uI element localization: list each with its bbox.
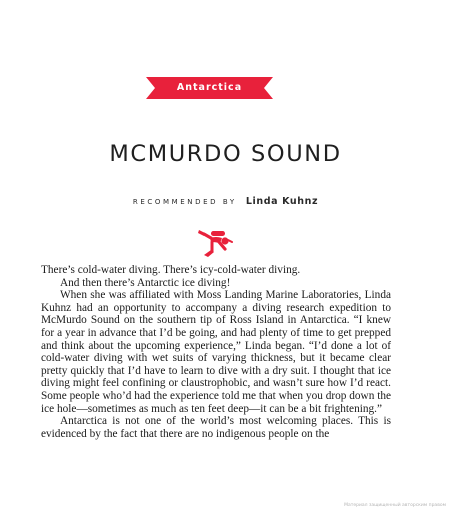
article-body bbox=[41, 264, 391, 440]
paragraph: When she was affiliated with Moss Landing Marine Laboratories, Linda Kuhnz had an opportunity to accompany a diving research expedition to McMurdo Sound on the southern tip of Ross Island in Antarctica. “I knew for a year in advance that I’d be going, and had plenty of time to get prepped and think about the upcoming experience,” Linda began. “I’d done a lot of cold-water diving with wet suits of varying thickness, but it became clear pretty quickly that I’d have to learn to dive with a dry suit. I thought that ice diving might feel confining or claustrophobic, and wasn’t sure how I’d react. Some people who’d had the experience told me that when you drop down the ice hole—sometimes as much as ten feet deep—it can be a bit frightening.” bbox=[41, 289, 391, 415]
scuba-diver-icon bbox=[196, 226, 240, 258]
copyright-watermark: Материал защищенный авторским правом bbox=[344, 503, 446, 508]
paragraph: There’s cold-water diving. There’s icy-cold-water diving. bbox=[41, 264, 301, 276]
region-banner bbox=[146, 77, 273, 99]
page-title: MCMURDO SOUND bbox=[109, 141, 342, 167]
recommended-by-label: RECOMMENDED BY bbox=[132, 198, 237, 206]
paragraph: And then there’s Antarctic ice diving! bbox=[60, 276, 231, 289]
byline bbox=[0, 189, 451, 208]
paragraph: Antarctica is not one of the world’s most welcoming places. This is evidenced by the fact that there are no indigenous people on the bbox=[41, 415, 391, 440]
author-name: Linda Kuhnz bbox=[245, 196, 319, 207]
banner-label: Antarctica bbox=[176, 82, 243, 93]
